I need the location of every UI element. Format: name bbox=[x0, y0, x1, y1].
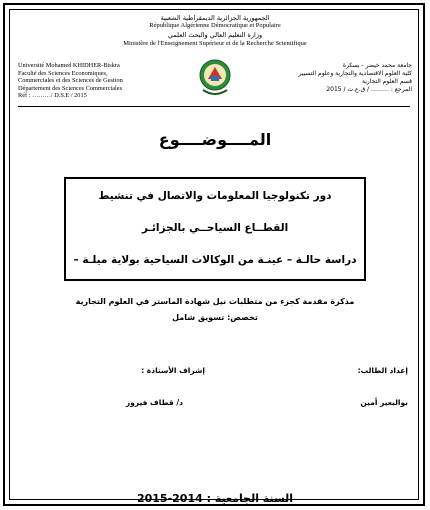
faculty-name: Faculté des Sciences Economiques, bbox=[18, 69, 108, 77]
department-name: Département des Sciences Commerciales bbox=[18, 84, 123, 92]
subject-heading: المــــوضــــوع bbox=[158, 130, 272, 149]
academic-year: السنة الجامعية : 2014-2015 bbox=[136, 492, 294, 505]
university-seal-logo bbox=[197, 56, 233, 100]
supervisor-name: د/ قطاف فيروز bbox=[125, 398, 183, 407]
faculty-name-cont: Commerciales et des Sciences de Gestion bbox=[18, 77, 123, 85]
student-name: بوالبعير أمين bbox=[360, 398, 408, 407]
university-name: Université Mohamed KHIDHER-Biskra bbox=[18, 62, 120, 69]
title-line-2: القطــاع السياحــي بالجزائـر bbox=[141, 222, 289, 234]
prepared-by-label: إعداد الطالب: bbox=[357, 366, 408, 375]
ministry-arabic: وزارة التعليم العالي والبحث العلمي bbox=[167, 31, 263, 39]
ministry-french: Ministère de l'Enseignement Supérieur et de la Recherche Scientifique bbox=[123, 40, 307, 47]
title-line-1: دور تكنولوجيا المعلومات والاتصال في تنشيط bbox=[98, 190, 332, 202]
thesis-title-box bbox=[64, 177, 366, 281]
university-name-ar: جامعة محمد خيضر - بسكرة bbox=[342, 62, 412, 69]
republic-arabic: الجمهورية الجزائرية الديمقراطية الشعبية bbox=[160, 14, 270, 22]
university-info-arabic bbox=[262, 62, 412, 94]
header-divider bbox=[18, 106, 410, 107]
reference-line: Réf : ………/ D.S.E / 2015 bbox=[18, 92, 87, 100]
republic-french: République Algérienne Démocratique et Populaire bbox=[149, 22, 281, 29]
university-info-french bbox=[18, 62, 193, 100]
specialty: تخصص: تسويق شامل bbox=[172, 313, 258, 322]
department-name-ar: قسم العلوم التجارية bbox=[361, 78, 412, 85]
title-line-3: دراسة حالـة – عينـة من الوكالات السياحية بولاية ميلـة – bbox=[73, 254, 357, 266]
thesis-note: مذكرة مقدمة كجزء من متطلبات نيل شهادة الماستر في العلوم التجارية bbox=[75, 297, 355, 306]
supervisor-label: إشراف الأستاذة : bbox=[141, 366, 205, 375]
reference-line-ar: المرجع : ……… / ق.ع.ت / 2015 bbox=[326, 86, 412, 93]
faculty-name-ar: كلية العلوم الاقتصادية والتجارية وعلوم التسيير bbox=[298, 70, 412, 77]
